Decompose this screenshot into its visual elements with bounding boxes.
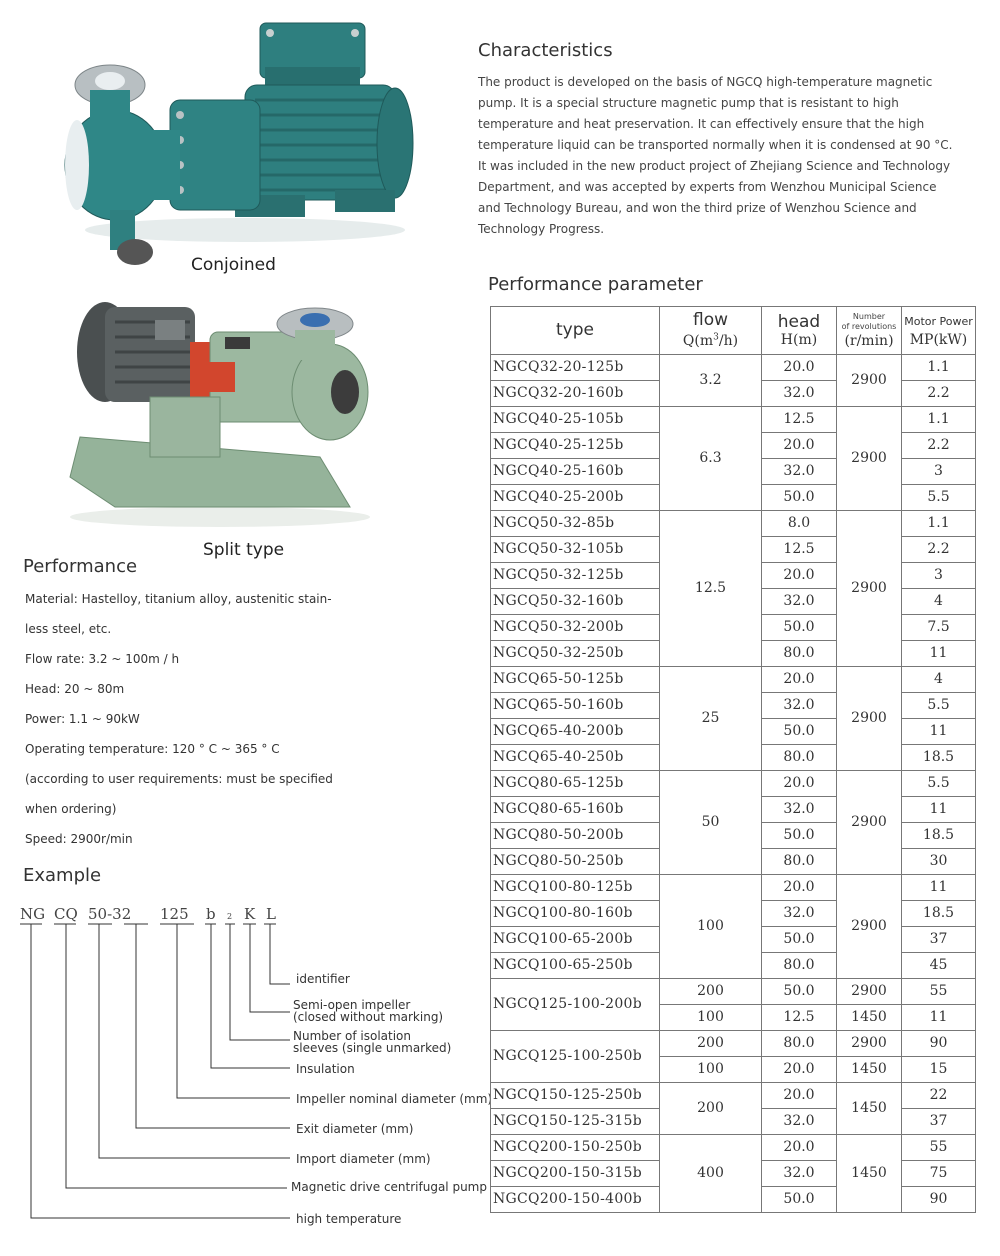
- code-ng: NG: [20, 905, 46, 923]
- cell-head: 12.5: [762, 1005, 837, 1031]
- cell-revolutions: 2900: [837, 771, 902, 875]
- split-type-caption: Split type: [203, 540, 285, 560]
- table-row: [491, 667, 976, 693]
- cell-revolutions: 2900: [837, 407, 902, 511]
- cell-motor-power: 1.1: [902, 407, 976, 433]
- cell-motor-power: 11: [902, 641, 976, 667]
- label-semi-open-note: (closed without marking): [293, 1010, 444, 1024]
- performance-line: Power: 1.1 ~ 90kW: [25, 712, 140, 726]
- cell-motor-power: 18.5: [902, 901, 976, 927]
- cell-head: 80.0: [762, 953, 837, 979]
- cell-head: 20.0: [762, 1057, 837, 1083]
- cell-head: 20.0: [762, 771, 837, 797]
- table-row: [491, 875, 976, 901]
- cell-head: 80.0: [762, 641, 837, 667]
- cell-head: 20.0: [762, 875, 837, 901]
- cell-type: NGCQ200-150-250b: [491, 1135, 660, 1161]
- cell-flow: 12.5: [660, 511, 762, 667]
- header-flow: flow $Q(m^3/h)$: [660, 307, 762, 355]
- cell-motor-power: 2.2: [902, 537, 976, 563]
- cell-type: NGCQ65-40-250b: [491, 745, 660, 771]
- cell-flow: 400: [660, 1135, 762, 1213]
- cell-head: 20.0: [762, 667, 837, 693]
- cell-revolutions: 2900: [837, 667, 902, 771]
- cell-flow: 100: [660, 1005, 762, 1031]
- cell-revolutions: 2900: [837, 355, 902, 407]
- table-row: [491, 1083, 976, 1109]
- cell-motor-power: 11: [902, 719, 976, 745]
- label-import-diameter: Import diameter (mm): [296, 1152, 431, 1166]
- cell-revolutions: 1450: [837, 1057, 902, 1083]
- cell-flow: 200: [660, 1083, 762, 1135]
- label-identifier: identifier: [296, 972, 350, 986]
- cell-head: 50.0: [762, 719, 837, 745]
- characteristics-title: Characteristics: [478, 40, 613, 61]
- cell-revolutions: 1450: [837, 1083, 902, 1135]
- cell-head: 20.0: [762, 433, 837, 459]
- cell-motor-power: 3: [902, 459, 976, 485]
- code-b: b: [206, 905, 216, 923]
- cell-motor-power: 37: [902, 1109, 976, 1135]
- cell-head: 50.0: [762, 615, 837, 641]
- cell-motor-power: 4: [902, 589, 976, 615]
- cell-type: NGCQ50-32-85b: [491, 511, 660, 537]
- cell-motor-power: 1.1: [902, 355, 976, 381]
- table-row: [491, 1031, 976, 1057]
- cell-motor-power: 5.5: [902, 485, 976, 511]
- cell-flow: 100: [660, 1057, 762, 1083]
- cell-type: NGCQ32-20-160b: [491, 381, 660, 407]
- cell-flow: 25: [660, 667, 762, 771]
- cell-type: NGCQ80-65-160b: [491, 797, 660, 823]
- table-header-row: [491, 307, 976, 355]
- cell-type: NGCQ50-32-125b: [491, 563, 660, 589]
- performance-line: Flow rate: 3.2 ~ 100m / h: [25, 652, 180, 666]
- label-isolation-sleeves: Number of isolation: [293, 1029, 412, 1043]
- cell-head: 50.0: [762, 823, 837, 849]
- label-semi-open-impeller: Semi-open impeller: [293, 998, 411, 1012]
- cell-revolutions: 1450: [837, 1005, 902, 1031]
- cell-type: NGCQ40-25-160b: [491, 459, 660, 485]
- cell-head: 80.0: [762, 745, 837, 771]
- cell-head: 50.0: [762, 1187, 837, 1213]
- cell-head: 20.0: [762, 563, 837, 589]
- label-exit-diameter: Exit diameter (mm): [296, 1122, 414, 1136]
- cell-motor-power: 90: [902, 1031, 976, 1057]
- cell-motor-power: 5.5: [902, 771, 976, 797]
- cell-motor-power: 18.5: [902, 745, 976, 771]
- characteristics-text: The product is developed on the basis of NGCQ high-temperature magnetic pump. It is a special structure magnetic pump that is resistant to high temperature and heat preservation. It can effectively ensure that the high temperature liquid can be transported normally when it is condensed at 90 °C. It was included in the new product project of Zhejiang Science and Technology Department, and was accepted by experts from Wenzhou Municipal Science and Technology Bureau, and won the third prize of Wenzhou Science and Technology Progress.: [478, 75, 953, 236]
- table-row: [491, 1135, 976, 1161]
- performance-line: Speed: 2900r/min: [25, 832, 133, 846]
- cell-motor-power: 22: [902, 1083, 976, 1109]
- cell-type: NGCQ50-32-160b: [491, 589, 660, 615]
- cell-revolutions: 2900: [837, 1031, 902, 1057]
- label-impeller-diameter: Impeller nominal diameter (mm): [296, 1092, 493, 1106]
- performance-line: Operating temperature: 120 ° C ~ 365 ° C: [25, 742, 280, 756]
- cell-motor-power: 5.5: [902, 693, 976, 719]
- cell-motor-power: 11: [902, 797, 976, 823]
- cell-head: 80.0: [762, 1031, 837, 1057]
- header-revolutions: Number of revolutions (r/min): [837, 307, 902, 355]
- cell-motor-power: 75: [902, 1161, 976, 1187]
- cell-motor-power: 15: [902, 1057, 976, 1083]
- cell-motor-power: 45: [902, 953, 976, 979]
- cell-type: NGCQ100-80-125b: [491, 875, 660, 901]
- cell-type: NGCQ32-20-125b: [491, 355, 660, 381]
- cell-type: NGCQ40-25-105b: [491, 407, 660, 433]
- cell-revolutions: 1450: [837, 1135, 902, 1213]
- cell-type: NGCQ200-150-315b: [491, 1161, 660, 1187]
- cell-motor-power: 11: [902, 875, 976, 901]
- table-row: [491, 511, 976, 537]
- cell-type: NGCQ125-100-200b: [491, 979, 660, 1031]
- performance-title: Performance: [23, 556, 138, 577]
- cell-type: NGCQ125-100-250b: [491, 1031, 660, 1083]
- cell-revolutions: 2900: [837, 979, 902, 1005]
- cell-head: 32.0: [762, 797, 837, 823]
- cell-type: NGCQ80-50-250b: [491, 849, 660, 875]
- cell-type: NGCQ65-40-200b: [491, 719, 660, 745]
- cell-flow: 100: [660, 875, 762, 979]
- cell-head: 50.0: [762, 979, 837, 1005]
- code-sleeves: 2: [227, 912, 233, 921]
- cell-motor-power: 7.5: [902, 615, 976, 641]
- cell-head: 50.0: [762, 927, 837, 953]
- cell-flow: 200: [660, 1031, 762, 1057]
- code-diameters: 50-32: [88, 905, 132, 923]
- cell-head: 50.0: [762, 485, 837, 511]
- cell-type: NGCQ50-32-200b: [491, 615, 660, 641]
- cell-type: NGCQ40-25-200b: [491, 485, 660, 511]
- label-insulation: Insulation: [296, 1062, 355, 1076]
- table-row: [491, 771, 976, 797]
- cell-head: 32.0: [762, 459, 837, 485]
- cell-head: 32.0: [762, 381, 837, 407]
- cell-flow: 50: [660, 771, 762, 875]
- parameter-title: Performance parameter: [488, 274, 703, 295]
- cell-type: NGCQ100-80-160b: [491, 901, 660, 927]
- performance-line: Head: 20 ~ 80m: [25, 682, 125, 696]
- table-row: [491, 407, 976, 433]
- performance-line: less steel, etc.: [25, 622, 112, 636]
- performance-line: when ordering): [25, 802, 117, 816]
- cell-motor-power: 55: [902, 1135, 976, 1161]
- cell-motor-power: 18.5: [902, 823, 976, 849]
- cell-head: 80.0: [762, 849, 837, 875]
- label-isolation-note: sleeves (single unmarked): [293, 1041, 452, 1055]
- cell-head: 20.0: [762, 1135, 837, 1161]
- cell-type: NGCQ200-150-400b: [491, 1187, 660, 1213]
- cell-type: NGCQ50-32-105b: [491, 537, 660, 563]
- cell-head: 20.0: [762, 1083, 837, 1109]
- cell-head: 8.0: [762, 511, 837, 537]
- label-magnetic-drive: Magnetic drive centrifugal pump: [291, 1180, 487, 1194]
- cell-motor-power: 37: [902, 927, 976, 953]
- cell-head: 12.5: [762, 407, 837, 433]
- code-cq: CQ: [54, 905, 78, 923]
- cell-head: 20.0: [762, 355, 837, 381]
- cell-head: 12.5: [762, 537, 837, 563]
- cell-motor-power: 30: [902, 849, 976, 875]
- cell-flow: 200: [660, 979, 762, 1005]
- cell-motor-power: 11: [902, 1005, 976, 1031]
- cell-motor-power: 2.2: [902, 433, 976, 459]
- cell-head: 32.0: [762, 589, 837, 615]
- label-high-temperature: high temperature: [296, 1212, 402, 1226]
- cell-motor-power: 55: [902, 979, 976, 1005]
- performance-line: (according to user requirements: must be specified: [25, 772, 333, 786]
- cell-motor-power: 3: [902, 563, 976, 589]
- example-title: Example: [23, 865, 102, 886]
- cell-head: 32.0: [762, 1109, 837, 1135]
- cell-type: NGCQ100-65-200b: [491, 927, 660, 953]
- table-row: [491, 355, 976, 381]
- cell-motor-power: 2.2: [902, 381, 976, 407]
- cell-motor-power: 1.1: [902, 511, 976, 537]
- cell-type: NGCQ80-65-125b: [491, 771, 660, 797]
- table-row: [491, 979, 976, 1005]
- header-head: head H(m): [762, 307, 837, 355]
- header-motor-power: Motor Power MP(kW): [902, 307, 976, 355]
- cell-head: 32.0: [762, 1161, 837, 1187]
- cell-type: NGCQ150-125-315b: [491, 1109, 660, 1135]
- cell-type: NGCQ65-50-125b: [491, 667, 660, 693]
- cell-type: NGCQ40-25-125b: [491, 433, 660, 459]
- cell-head: 32.0: [762, 901, 837, 927]
- cell-head: 32.0: [762, 693, 837, 719]
- cell-type: NGCQ65-50-160b: [491, 693, 660, 719]
- code-k: K: [244, 905, 256, 923]
- cell-revolutions: 2900: [837, 875, 902, 979]
- performance-parameter-table: [490, 306, 976, 1213]
- cell-type: NGCQ80-50-200b: [491, 823, 660, 849]
- header-type: type: [491, 307, 660, 355]
- code-impeller: 125: [160, 905, 189, 923]
- code-l: L: [266, 905, 276, 923]
- cell-type: NGCQ50-32-250b: [491, 641, 660, 667]
- cell-motor-power: 90: [902, 1187, 976, 1213]
- cell-flow: 3.2: [660, 355, 762, 407]
- cell-type: NGCQ100-65-250b: [491, 953, 660, 979]
- cell-revolutions: 2900: [837, 511, 902, 667]
- performance-line: Material: Hastelloy, titanium alloy, austenitic stain-: [25, 592, 332, 606]
- table-body: [491, 355, 976, 1213]
- cell-motor-power: 4: [902, 667, 976, 693]
- cell-flow: 6.3: [660, 407, 762, 511]
- conjoined-caption: Conjoined: [191, 255, 276, 275]
- cell-type: NGCQ150-125-250b: [491, 1083, 660, 1109]
